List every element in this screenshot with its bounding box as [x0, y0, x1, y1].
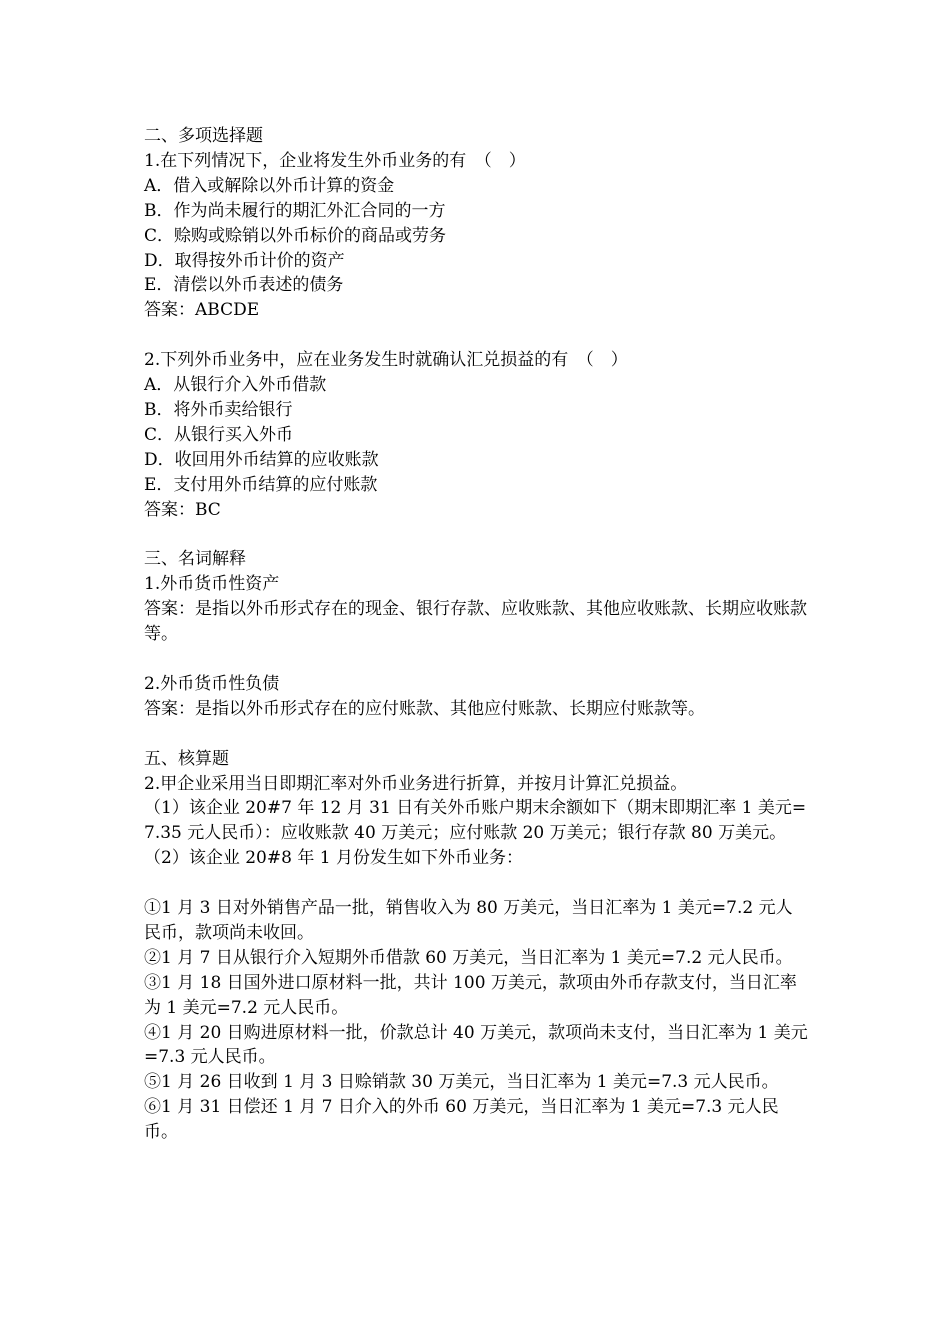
spacer: [144, 522, 808, 547]
section-heading-terms: 三、名词解释: [144, 549, 246, 570]
calc-item-1: ①1 月 3 日对外销售产品一批，销售收入为 80 万美元，当日汇率为 1 美元=7.2 元人民币，款项尚未收回。: [144, 898, 793, 943]
question-1-option-c: C．赊购或赊销以外币标价的商品或劳务: [144, 225, 447, 246]
question-2-answer: 答案：BC: [144, 499, 221, 520]
term-2: 2.外币货币性负债: [144, 673, 280, 694]
calc-item-6: ⑥1 月 31 日偿还 1 月 7 日介入的外币 60 万美元，当日汇率为 1 美元=7.3 元人民币。: [144, 1097, 779, 1143]
question-2-option-c: C．从银行买入外币: [144, 424, 294, 445]
question-2-stem: 2.下列外币业务中，应在业务发生时就确认汇兑损益的有 （ ）: [144, 350, 628, 371]
question-1-option-b: B．作为尚未履行的期汇外汇合同的一方: [144, 200, 446, 221]
question-2-option-b: B．将外币卖给银行: [144, 399, 293, 420]
term-1: 1.外币货币性资产: [144, 574, 280, 595]
calc-item-3: ③1 月 18 日国外进口原材料一批，共计 100 万美元，款项由外币存款支付，当日汇率为 1 美元=7.2 元人民币。: [144, 972, 797, 1018]
spacer: [144, 871, 808, 896]
calc-condition-1: （1）该企业 20#7 年 12 月 31 日有关外币账户期末余额如下（期末即期汇率 1 美元=7.35 元人民币）：应收账款 40 万美元；应付账款 20 万美元；银行存款 80 万美元。: [144, 798, 807, 844]
question-1-option-a: A．借入或解除以外币计算的资金: [144, 175, 395, 196]
document-page: [144, 124, 808, 1145]
spacer: [144, 722, 808, 747]
calc-condition-2: （2）该企业 20#8 年 1 月份发生如下外币业务：: [144, 848, 523, 869]
calc-item-2: ②1 月 7 日从银行介入短期外币借款 60 万美元，当日汇率为 1 美元=7.2 元人民币。: [144, 947, 793, 968]
question-1-stem: 1.在下列情况下，企业将发生外币业务的有 （ ）: [144, 150, 526, 171]
term-2-answer: 答案：是指以外币形式存在的应付账款、其他应付账款、长期应付账款等。: [144, 698, 705, 719]
question-1-option-d: D．取得按外币计价的资产: [144, 250, 345, 271]
term-1-answer: 答案：是指以外币形式存在的现金、银行存款、应收账款、其他应收账款、长期应收账款等。: [144, 599, 807, 645]
question-1-option-e: E．清偿以外币表述的债务: [144, 275, 344, 296]
section-heading-multi-choice: 二、多项选择题: [144, 126, 263, 146]
question-2-option-d: D．收回用外币结算的应收账款: [144, 449, 379, 470]
calc-item-4: ④1 月 20 日购进原材料一批，价款总计 40 万美元，款项尚未支付，当日汇率为 1 美元=7.3 元人民币。: [144, 1022, 808, 1068]
question-1-answer: 答案：ABCDE: [144, 300, 260, 321]
calc-item-5: ⑤1 月 26 日收到 1 月 3 日赊销款 30 万美元，当日汇率为 1 美元=7.3 元人民币。: [144, 1072, 779, 1093]
spacer: [144, 647, 808, 672]
section-heading-calc: 五、核算题: [144, 748, 229, 769]
spacer: [144, 323, 808, 348]
calc-intro: 2.甲企业采用当日即期汇率对外币业务进行折算，并按月计算汇兑损益。: [144, 773, 688, 794]
question-2-option-a: A．从银行介入外币借款: [144, 375, 327, 396]
question-2-option-e: E．支付用外币结算的应付账款: [144, 474, 378, 495]
